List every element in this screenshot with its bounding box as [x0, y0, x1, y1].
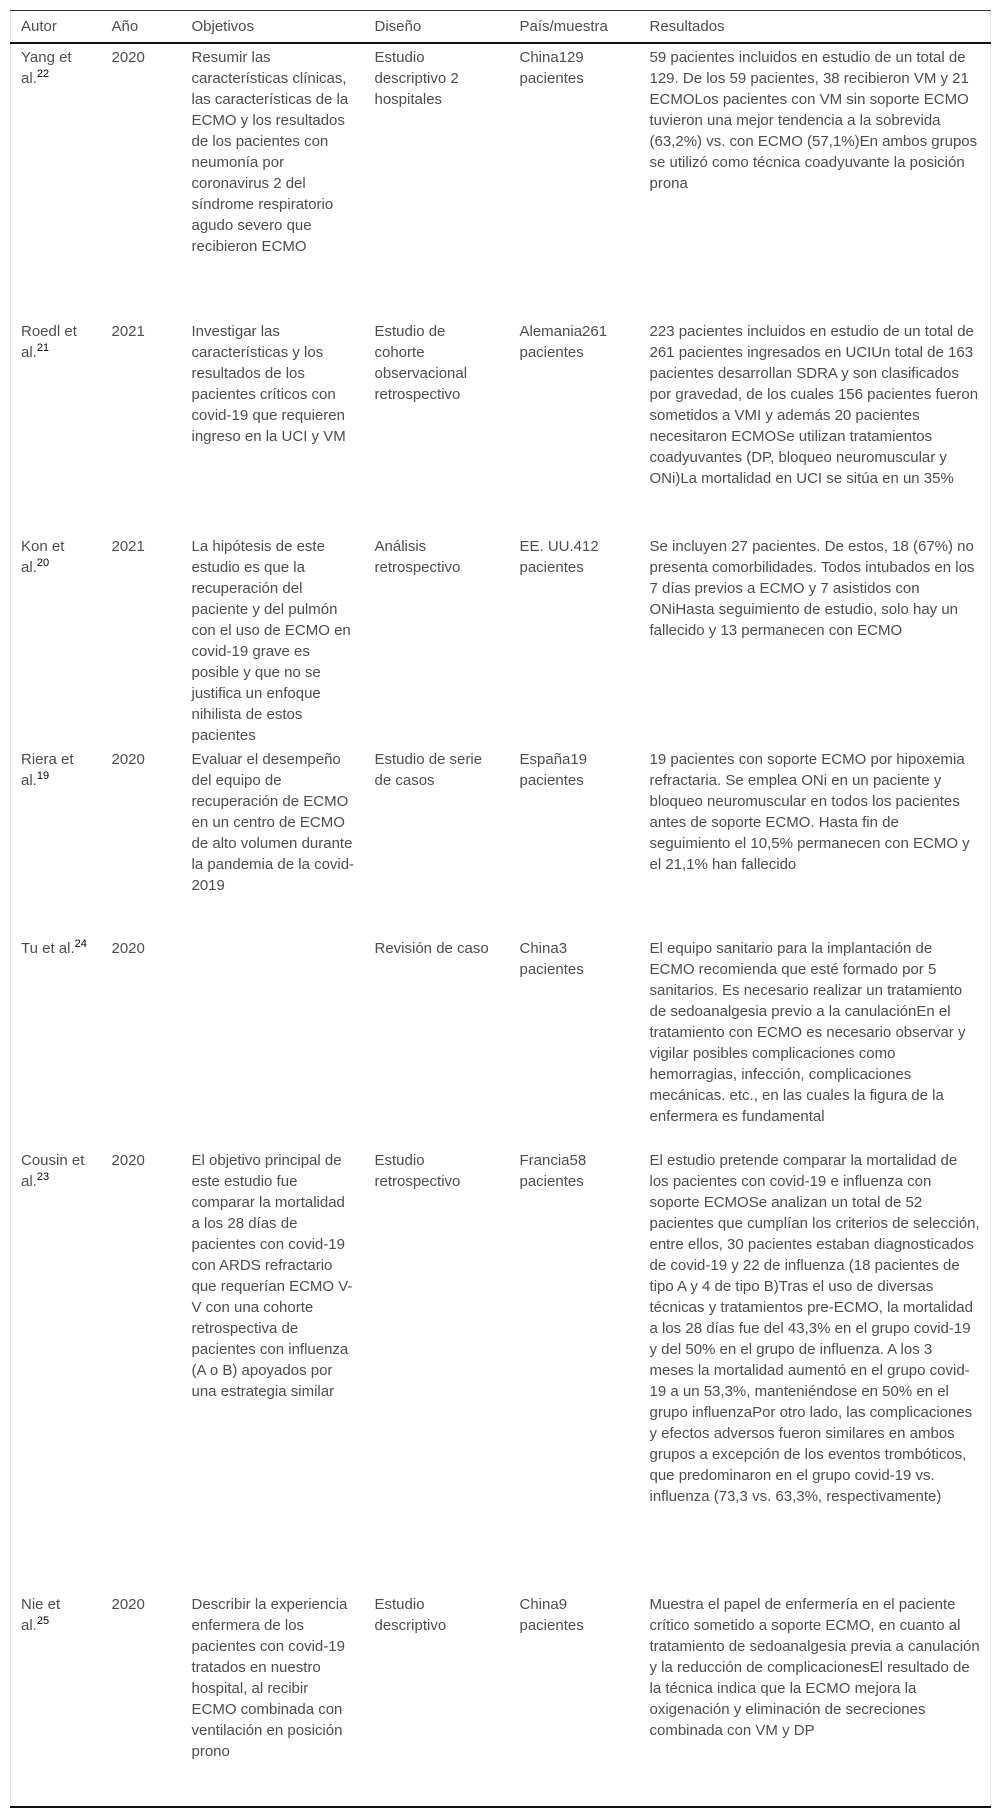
cell-diseno: Estudio de cohorte observacional retrospectivo — [374, 322, 468, 403]
header-autor: Autor — [21, 17, 57, 35]
header-ano: Año — [111, 17, 139, 35]
cell-diseno: Estudio de serie de casos — [374, 750, 483, 789]
cell-ano: 2021 — [111, 537, 145, 555]
author-name: Yang et al. — [21, 48, 72, 87]
cell-objetivos: El objetivo principal de este estudio fue comparar la mortalidad a los 28 días de pacientes con covid-19 con ARDS refractario que requerían ECMO V-V con una cohorte retrospectiva de pacientes con influenza (A o B) apoyados por una estrategia similar — [191, 1151, 353, 1400]
table-row — [11, 43, 991, 318]
cell-pais-muestra: EE. UU.412 pacientes — [519, 537, 599, 576]
reference-link[interactable]: 24 — [74, 937, 87, 950]
header-pais-muestra: País/muestra — [519, 17, 608, 35]
header-diseno: Diseño — [374, 17, 422, 35]
cell-resultados: 59 pacientes incluidos en estudio de un total de 129. De los 59 pacientes, 38 recibieron VM y 21 ECMOLos pacientes con VM sin soporte ECMO tuvieron una mejor tendencia a la sobrevida (63,2%) vs. con ECMO (57,1%)En ambos grupos se utilizó como técnica coadyuvante la posición prona — [649, 48, 978, 192]
table-row — [11, 1591, 991, 1807]
cell-ano: 2020 — [111, 750, 145, 768]
cell-ano: 2020 — [111, 939, 145, 957]
cell-diseno: Estudio retrospectivo — [374, 1151, 461, 1190]
table-row — [11, 533, 991, 746]
studies-table — [10, 10, 991, 1808]
reference-link[interactable]: 22 — [36, 67, 50, 80]
header-resultados: Resultados — [649, 17, 725, 35]
author-name: Riera et al. — [21, 750, 74, 789]
table-row — [11, 318, 991, 533]
table-row — [11, 746, 991, 935]
cell-resultados: El estudio pretende comparar la mortalidad de los pacientes con covid-19 e influenza con soporte ECMOSe analizan un total de 52 pacientes que cumplían los criterios de selección, entre ellos, 30 pacientes estaban diagnosticados de covid-19 y 22 de influenza (18 pacientes de tipo A y 4 de tipo B)Tras el uso de diversas técnicas y tratamientos pre-ECMO, la mortalidad a los 28 días fue del 43,3% en el grupo covid-19 y del 50% en el grupo de influenza. A los 3 meses la mortalidad aumentó en el grupo covid-19 a un 53,3%, manteniéndose en 50% en el grupo influenzaPor otro lado, las complicaciones y efectos adversos fueron similares en ambos grupos a excepción de los eventos trombóticos, que predominaron en el grupo covid-19 vs. influenza (73,3 vs. 63,3%, respectivamente) — [649, 1151, 980, 1505]
cell-objetivos — [182, 935, 365, 1147]
author-name: Roedl et al. — [21, 322, 77, 361]
cell-ano: 2020 — [111, 1151, 145, 1169]
cell-ano: 2020 — [111, 1595, 145, 1613]
reference-link[interactable]: 25 — [36, 1614, 50, 1627]
cell-autor — [11, 935, 102, 1147]
cell-objetivos: Evaluar el desempeño del equipo de recuperación de ECMO en un centro de ECMO de alto volumen durante la pandemia de la covid-2019 — [191, 750, 355, 894]
author-name: Kon et al. — [21, 537, 65, 576]
reference-link[interactable]: 21 — [36, 341, 50, 354]
cell-diseno: Revisión de caso — [374, 939, 489, 957]
header-objetivos: Objetivos — [191, 17, 255, 35]
cell-ano: 2020 — [111, 48, 145, 66]
cell-pais-muestra: China3 pacientes — [519, 939, 584, 978]
cell-ano: 2021 — [111, 322, 145, 340]
author-name: Nie et al. — [21, 1595, 61, 1634]
author-name: Tu et al. — [21, 939, 75, 957]
cell-objetivos: Investigar las características y los resultados de los pacientes críticos con covid-19 que requieren ingreso en la UCI y VM — [191, 322, 346, 445]
cell-objetivos: La hipótesis de este estudio es que la recuperación del paciente y del pulmón con el uso de ECMO en covid-19 grave es posible y que no se justifica un enfoque nihilista de estos pacientes — [191, 537, 351, 744]
cell-autor — [11, 1591, 102, 1807]
reference-link[interactable]: 23 — [36, 1170, 50, 1183]
cell-autor — [11, 533, 102, 746]
table-header-row — [11, 11, 991, 43]
cell-pais-muestra: China129 pacientes — [519, 48, 584, 87]
cell-pais-muestra: Francia58 pacientes — [519, 1151, 587, 1190]
cell-autor — [11, 746, 102, 935]
cell-resultados: 19 pacientes con soporte ECMO por hipoxemia refractaria. Se emplea ONi en un paciente y bloqueo neuromuscular en todos los pacientes antes de soporte ECMO. Hasta fin de seguimiento el 10,5% permanecen con ECMO y el 21,1% han fallecido — [649, 750, 970, 873]
cell-objetivos: Describir la experiencia enfermera de los pacientes con covid-19 tratados en nuestro hospital, al recibir ECMO combinada con ventilación en posición prono — [191, 1595, 348, 1760]
cell-diseno: Estudio descriptivo 2 hospitales — [374, 48, 459, 108]
cell-autor — [11, 43, 102, 318]
reference-link[interactable]: 20 — [36, 556, 50, 569]
cell-autor — [11, 1147, 102, 1591]
cell-diseno: Análisis retrospectivo — [374, 537, 461, 576]
cell-diseno: Estudio descriptivo — [374, 1595, 447, 1634]
cell-pais-muestra: España19 pacientes — [519, 750, 588, 789]
cell-resultados: Se incluyen 27 pacientes. De estos, 18 (67%) no presenta comorbilidades. Todos intubados en los 7 días previos a ECMO y 7 asistidos con ONiHasta seguimiento de estudio, solo hay un fallecido y 13 permanecen con ECMO — [649, 537, 975, 639]
cell-resultados: El equipo sanitario para la implantación de ECMO recomienda que esté formado por 5 sanitarios. Es necesario realizar un tratamiento de sedoanalgesia previo a la canulaciónEn el tratamiento con ECMO es necesario observar y vigilar posibles complicaciones como hemorragias, infección, complicaciones mecánicas. etc., en las cuales la figura de la enfermera es fundamental — [649, 939, 966, 1125]
cell-autor — [11, 318, 102, 533]
author-name: Cousin et al. — [21, 1151, 85, 1190]
cell-objetivos: Resumir las características clínicas, las características de la ECMO y los resultados de los pacientes con neumonía por coronavirus 2 del síndrome respiratorio agudo severo que recibieron ECMO — [191, 48, 349, 255]
cell-pais-muestra: China9 pacientes — [519, 1595, 584, 1634]
cell-resultados: Muestra el papel de enfermería en el paciente crítico sometido a soporte ECMO, en cuanto al tratamiento de sedoanalgesia previa a canulación y la reducción de complicacionesEl resultado de la técnica indica que la ECMO mejora la oxigenación y eliminación de secreciones combinada con VM y DP — [649, 1595, 980, 1739]
reference-link[interactable]: 19 — [36, 769, 50, 782]
table-row — [11, 1147, 991, 1591]
cell-pais-muestra: Alemania261 pacientes — [519, 322, 608, 361]
table-row — [11, 935, 991, 1147]
cell-resultados: 223 pacientes incluidos en estudio de un total de 261 pacientes ingresados en UCIUn total de 163 pacientes desarrollan SDRA y son clasificados por gravedad, de los cuales 156 pacientes fueron sometidos a VMI y además 20 pacientes necesitaron ECMOSe utilizan tratamientos coadyuvantes (DP, bloqueo neuromuscular y ONi)La mortalidad en UCI se sitúa en un 35% — [649, 322, 979, 487]
